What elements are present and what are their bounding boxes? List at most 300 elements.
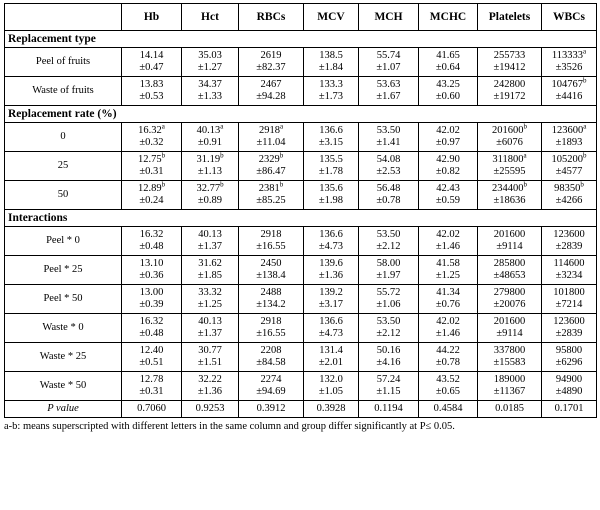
section-title: Replacement type <box>5 31 597 48</box>
table-row <box>5 152 597 181</box>
std-error-value: ±0.36 <box>139 270 164 281</box>
std-error-value: ±0.60 <box>435 91 461 102</box>
table-cell <box>304 152 359 181</box>
table-cell <box>359 227 419 256</box>
mean-value: 16.32 <box>138 125 162 136</box>
table-cell <box>182 256 239 285</box>
mean-line <box>480 50 539 62</box>
mean-value: 135.6 <box>319 183 343 194</box>
table-row <box>5 123 597 152</box>
table-cell <box>419 285 478 314</box>
table-row <box>5 343 597 372</box>
mean-value: 285800 <box>493 258 526 269</box>
table-cell <box>122 343 182 372</box>
significance-letter: a <box>583 47 587 56</box>
std-error-value: ±2839 <box>555 328 583 339</box>
table-cell <box>419 77 478 106</box>
std-error-value: ±16.55 <box>256 241 286 252</box>
mean-line <box>124 229 179 241</box>
significance-letter: a <box>161 122 165 131</box>
table-cell <box>542 285 597 314</box>
header-cell-empty <box>5 4 122 31</box>
mean-line <box>361 125 416 137</box>
table-cell <box>239 181 304 210</box>
mean-value: 42.43 <box>436 183 460 194</box>
mean-line <box>241 50 301 62</box>
std-error-value: ±7214 <box>555 299 583 310</box>
table-cell <box>359 77 419 106</box>
std-error-value: ±19172 <box>493 91 526 102</box>
table-cell <box>359 285 419 314</box>
std-error-value: ±0.89 <box>197 195 223 206</box>
mean-value: 189000 <box>493 374 526 385</box>
footnote: a-b: means superscripted with different letters in the same column and group differ significantly at P≤ 0.05. <box>4 421 455 432</box>
table-cell <box>182 285 239 314</box>
std-error-value: ±2839 <box>555 241 583 252</box>
std-error-value: ±19412 <box>493 62 526 73</box>
mean-value: 53.50 <box>376 229 401 240</box>
table-row <box>5 314 597 343</box>
mean-value: 42.02 <box>436 229 460 240</box>
mean-line <box>544 374 594 386</box>
std-error-value: ±0.47 <box>139 62 164 73</box>
mean-value: 104767 <box>551 79 583 90</box>
mean-line <box>184 258 236 270</box>
std-error-value: ±1.46 <box>435 241 461 252</box>
mean-line <box>184 229 236 241</box>
mean-line <box>124 151 179 166</box>
mean-line <box>306 125 356 137</box>
table-cell <box>304 285 359 314</box>
mean-value: 136.6 <box>319 125 343 136</box>
mean-value: 12.40 <box>139 345 164 356</box>
table-cell <box>182 181 239 210</box>
mean-value: 12.75 <box>137 154 162 165</box>
header-cell-mcv: MCV <box>304 4 359 31</box>
mean-line <box>124 258 179 270</box>
std-error-value: ±3.15 <box>318 137 344 148</box>
std-error-value: ±20076 <box>493 299 526 310</box>
table-cell <box>304 343 359 372</box>
std-error-value: ±4890 <box>555 386 583 397</box>
std-error-value: ±11367 <box>493 386 526 397</box>
mean-line <box>124 316 179 328</box>
std-error-value: ±1.51 <box>197 357 223 368</box>
table-cell <box>542 77 597 106</box>
mean-value: 105200 <box>551 154 583 165</box>
table-cell <box>239 285 304 314</box>
mean-value: 54.08 <box>376 154 401 165</box>
table-cell <box>478 314 542 343</box>
std-error-value: ±1.37 <box>197 328 223 339</box>
mean-line <box>544 76 594 91</box>
std-error-value: ±1.36 <box>197 386 223 397</box>
mean-line <box>480 258 539 270</box>
mean-value: 139.2 <box>319 287 343 298</box>
mean-line <box>421 183 475 195</box>
table-cell <box>304 48 359 77</box>
significance-letter: b <box>279 180 284 189</box>
std-error-value: ±0.76 <box>435 299 461 310</box>
std-error-value: ±1.85 <box>197 270 223 281</box>
mean-value: 32.77 <box>196 183 221 194</box>
table-cell <box>478 285 542 314</box>
significance-letter: a <box>220 122 224 131</box>
mean-value: 42.90 <box>436 154 460 165</box>
header-cell-rbcs: RBCs <box>239 4 304 31</box>
mean-line <box>480 151 539 166</box>
table-cell <box>182 343 239 372</box>
std-error-value: ±84.58 <box>256 357 286 368</box>
mean-value: 41.34 <box>436 287 460 298</box>
mean-value: 32.22 <box>198 374 222 385</box>
table-row <box>5 48 597 77</box>
mean-line <box>241 180 301 195</box>
significance-letter: a <box>279 122 284 131</box>
significance-letter: b <box>220 151 224 160</box>
std-error-value: ±1.25 <box>435 270 461 281</box>
std-error-value: ±1.67 <box>376 91 401 102</box>
std-error-value: ±0.78 <box>376 195 401 206</box>
mean-value: 42.02 <box>436 316 460 327</box>
section-row <box>5 106 597 123</box>
mean-line <box>421 50 475 62</box>
significance-letter: a <box>523 151 527 160</box>
std-error-value: ±4.16 <box>376 357 401 368</box>
std-error-value: ±1.97 <box>376 270 401 281</box>
mean-line <box>241 316 301 328</box>
std-error-value: ±138.4 <box>256 270 286 281</box>
std-error-value: ±1.46 <box>435 328 461 339</box>
p-value-cell: 0.1194 <box>359 401 419 418</box>
mean-line <box>544 151 594 166</box>
mean-line <box>544 258 594 270</box>
table-cell <box>182 123 239 152</box>
row-label: 25 <box>5 152 122 181</box>
std-error-value: ±4.73 <box>318 328 344 339</box>
table-cell <box>542 343 597 372</box>
header-cell-mch: MCH <box>359 4 419 31</box>
std-error-value: ±3234 <box>555 270 583 281</box>
mean-line <box>306 258 356 270</box>
mean-value: 34.37 <box>198 79 222 90</box>
mean-value: 2488 <box>260 287 282 298</box>
mean-line <box>480 79 539 91</box>
table-cell <box>304 227 359 256</box>
table-row <box>5 372 597 401</box>
std-error-value: ±1.25 <box>197 299 223 310</box>
table-cell <box>359 123 419 152</box>
mean-value: 201600 <box>493 229 526 240</box>
std-error-value: ±1.06 <box>376 299 401 310</box>
mean-value: 40.13 <box>198 316 222 327</box>
mean-value: 201600 <box>493 316 526 327</box>
table-cell <box>122 181 182 210</box>
table-cell <box>182 48 239 77</box>
table-cell <box>478 48 542 77</box>
mean-line <box>184 122 236 137</box>
std-error-value: ±82.37 <box>256 62 286 73</box>
significance-letter: a <box>583 122 587 131</box>
mean-value: 53.50 <box>376 125 401 136</box>
table-cell <box>122 256 182 285</box>
mean-value: 55.74 <box>376 50 401 61</box>
mean-line <box>361 316 416 328</box>
row-label: Waste * 25 <box>5 343 122 372</box>
std-error-value: ±0.31 <box>139 386 164 397</box>
std-error-value: ±0.97 <box>435 137 461 148</box>
mean-line <box>241 287 301 299</box>
header-cell-mchc: MCHC <box>419 4 478 31</box>
std-error-value: ±2.12 <box>376 328 401 339</box>
mean-line <box>124 79 179 91</box>
header-cell-platelets: Platelets <box>478 4 542 31</box>
std-error-value: ±1.13 <box>197 166 223 177</box>
section-row <box>5 210 597 227</box>
mean-line <box>241 122 301 137</box>
table-cell <box>239 48 304 77</box>
p-value-cell: 0.4584 <box>419 401 478 418</box>
significance-letter: b <box>220 180 224 189</box>
table-cell <box>419 152 478 181</box>
mean-value: 2329 <box>258 154 280 165</box>
mean-value: 131.4 <box>319 345 343 356</box>
mean-line <box>421 287 475 299</box>
std-error-value: ±0.24 <box>139 195 164 206</box>
table-cell <box>542 314 597 343</box>
mean-line <box>184 151 236 166</box>
mean-value: 101800 <box>553 287 585 298</box>
mean-value: 135.5 <box>319 154 343 165</box>
mean-line <box>361 154 416 166</box>
mean-line <box>306 374 356 386</box>
significance-letter: b <box>523 180 527 189</box>
mean-line <box>361 345 416 357</box>
mean-value: 56.48 <box>376 183 401 194</box>
table-cell <box>122 77 182 106</box>
mean-value: 234400 <box>492 183 524 194</box>
table-row <box>5 256 597 285</box>
mean-value: 53.50 <box>376 316 401 327</box>
mean-value: 113333 <box>551 50 583 61</box>
std-error-value: ±0.59 <box>435 195 461 206</box>
table-body <box>5 31 597 418</box>
std-error-value: ±6076 <box>496 137 523 148</box>
table-cell <box>419 343 478 372</box>
mean-line <box>306 183 356 195</box>
mean-line <box>421 258 475 270</box>
mean-value: 40.13 <box>196 125 221 136</box>
table-cell <box>239 343 304 372</box>
mean-value: 13.00 <box>139 287 164 298</box>
row-label: Peel * 25 <box>5 256 122 285</box>
mean-line <box>184 374 236 386</box>
table-cell <box>419 227 478 256</box>
mean-value: 98350 <box>554 183 581 194</box>
mean-value: 35.03 <box>198 50 222 61</box>
table-cell <box>304 256 359 285</box>
table-cell <box>122 285 182 314</box>
mean-value: 42.02 <box>436 125 460 136</box>
std-error-value: ±0.82 <box>435 166 461 177</box>
section-title: Replacement rate (%) <box>5 106 597 123</box>
table-cell <box>304 372 359 401</box>
mean-line <box>124 50 179 62</box>
table-cell <box>419 372 478 401</box>
mean-line <box>241 345 301 357</box>
table-cell <box>359 181 419 210</box>
mean-line <box>544 47 594 62</box>
mean-line <box>306 50 356 62</box>
table-cell <box>359 372 419 401</box>
mean-line <box>184 79 236 91</box>
std-error-value: ±85.25 <box>256 195 286 206</box>
mean-line <box>124 122 179 137</box>
mean-line <box>544 316 594 328</box>
significance-letter: b <box>580 180 584 189</box>
std-error-value: ±1893 <box>555 137 583 148</box>
mean-value: 31.19 <box>196 154 221 165</box>
table-cell <box>304 181 359 210</box>
std-error-value: ±3526 <box>555 62 583 73</box>
table-cell <box>304 77 359 106</box>
mean-line <box>361 50 416 62</box>
table-row <box>5 181 597 210</box>
significance-letter: b <box>523 122 527 131</box>
mean-line <box>544 287 594 299</box>
table-cell <box>182 314 239 343</box>
mean-line <box>306 287 356 299</box>
mean-line <box>421 229 475 241</box>
p-value-row <box>5 401 597 418</box>
table-cell <box>478 256 542 285</box>
std-error-value: ±1.05 <box>318 386 344 397</box>
significance-letter: b <box>583 76 587 85</box>
mean-line <box>544 345 594 357</box>
mean-value: 123600 <box>553 229 585 240</box>
table-cell <box>239 256 304 285</box>
std-error-value: ±9114 <box>496 241 523 252</box>
table-cell <box>359 256 419 285</box>
std-error-value: ±1.33 <box>197 91 223 102</box>
mean-line <box>184 180 236 195</box>
table-cell <box>478 227 542 256</box>
header-cell-wbcs: WBCs <box>542 4 597 31</box>
table-cell <box>239 227 304 256</box>
mean-line <box>361 258 416 270</box>
mean-value: 123600 <box>553 316 585 327</box>
table-cell <box>359 152 419 181</box>
table-cell <box>542 48 597 77</box>
std-error-value: ±16.55 <box>256 328 286 339</box>
table-cell <box>122 314 182 343</box>
std-error-value: ±4416 <box>555 91 583 102</box>
mean-value: 255733 <box>493 50 526 61</box>
mean-value: 201600 <box>492 125 524 136</box>
table-cell <box>122 48 182 77</box>
mean-value: 40.13 <box>198 229 222 240</box>
significance-letter: b <box>583 151 587 160</box>
table-cell <box>239 372 304 401</box>
std-error-value: ±1.37 <box>197 241 223 252</box>
mean-value: 16.32 <box>139 229 164 240</box>
mean-value: 31.62 <box>198 258 222 269</box>
std-error-value: ±0.48 <box>139 241 164 252</box>
table-cell <box>478 123 542 152</box>
mean-value: 16.32 <box>139 316 164 327</box>
std-error-value: ±15583 <box>493 357 526 368</box>
mean-value: 14.14 <box>139 50 164 61</box>
std-error-value: ±48653 <box>493 270 526 281</box>
mean-line <box>480 287 539 299</box>
mean-line <box>544 122 594 137</box>
mean-value: 57.24 <box>376 374 401 385</box>
mean-line <box>421 154 475 166</box>
mean-line <box>480 229 539 241</box>
mean-value: 44.22 <box>436 345 460 356</box>
mean-line <box>421 345 475 357</box>
table-cell <box>419 256 478 285</box>
std-error-value: ±0.32 <box>139 137 164 148</box>
std-error-value: ±86.47 <box>256 166 286 177</box>
table-cell <box>239 77 304 106</box>
mean-line <box>480 122 539 137</box>
p-value-cell: 0.3928 <box>304 401 359 418</box>
p-value-cell: 0.1701 <box>542 401 597 418</box>
std-error-value: ±94.28 <box>256 91 286 102</box>
mean-line <box>544 229 594 241</box>
mean-line <box>124 287 179 299</box>
std-error-value: ±1.73 <box>318 91 344 102</box>
mean-value: 2208 <box>260 345 282 356</box>
p-value-cell: 0.7060 <box>122 401 182 418</box>
mean-value: 279800 <box>493 287 526 298</box>
mean-value: 138.5 <box>319 50 343 61</box>
mean-value: 41.58 <box>436 258 460 269</box>
mean-line <box>184 287 236 299</box>
significance-letter: b <box>161 180 166 189</box>
table-cell <box>419 181 478 210</box>
mean-line <box>241 258 301 270</box>
mean-value: 311800 <box>492 154 524 165</box>
table-cell <box>122 123 182 152</box>
std-error-value: ±11.04 <box>256 137 286 148</box>
mean-value: 55.72 <box>376 287 401 298</box>
table-cell <box>182 372 239 401</box>
std-error-value: ±1.41 <box>376 137 401 148</box>
std-error-value: ±0.53 <box>139 91 164 102</box>
row-label: 0 <box>5 123 122 152</box>
std-error-value: ±0.39 <box>139 299 164 310</box>
std-error-value: ±1.15 <box>376 386 401 397</box>
row-label: Waste * 0 <box>5 314 122 343</box>
std-error-value: ±0.51 <box>139 357 164 368</box>
table-cell <box>542 123 597 152</box>
mean-value: 2274 <box>260 374 282 385</box>
mean-line <box>361 183 416 195</box>
mean-line <box>124 180 179 195</box>
mean-value: 123600 <box>551 125 584 136</box>
std-error-value: ±4266 <box>555 195 583 206</box>
row-label: Waste of fruits <box>5 77 122 106</box>
row-label: Peel of fruits <box>5 48 122 77</box>
table-cell <box>478 152 542 181</box>
mean-line <box>241 79 301 91</box>
table-cell <box>419 48 478 77</box>
p-value-cell: 0.9253 <box>182 401 239 418</box>
std-error-value: ±1.78 <box>318 166 344 177</box>
table-cell <box>182 152 239 181</box>
